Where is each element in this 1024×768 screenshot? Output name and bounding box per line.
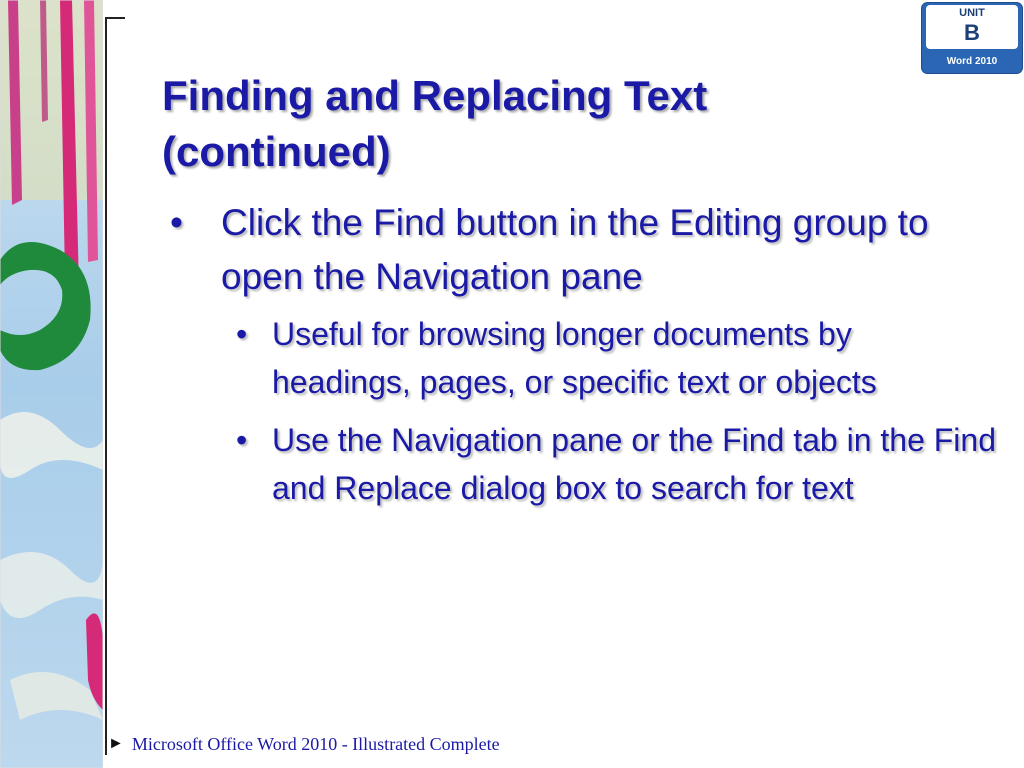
bullet-text: Click the Find button in the Editing group to open the Navigation pane (221, 202, 929, 297)
arrow-right-icon: ► (108, 735, 124, 752)
slide-footer (108, 732, 500, 756)
slide-frame-corner (105, 17, 125, 755)
sub-bullet-item (221, 310, 996, 406)
decorative-art-strip (0, 0, 103, 768)
unit-badge (921, 2, 1023, 74)
sub-bullet-marker: • (236, 422, 248, 458)
badge-letter: B (964, 20, 980, 45)
bullet-item (166, 196, 996, 512)
bullet-list (166, 196, 996, 522)
badge-unit-label: UNIT (959, 7, 985, 19)
bullet-marker: • (170, 202, 183, 243)
sub-bullet-marker: • (236, 316, 248, 352)
sub-bullet-text: Use the Navigation pane or the Find tab in the Find and Replace dialog box to search for text (272, 422, 996, 506)
sub-bullet-item (221, 416, 996, 512)
sub-bullet-list (221, 310, 996, 512)
badge-product: Word 2010 (946, 56, 998, 67)
sub-bullet-text: Useful for browsing longer documents by headings, pages, or specific text or objects (272, 316, 877, 400)
footer-text: Microsoft Office Word 2010 - Illustrated Complete (131, 733, 500, 754)
slide-title: Finding and Replacing Text (continued) (162, 72, 708, 175)
